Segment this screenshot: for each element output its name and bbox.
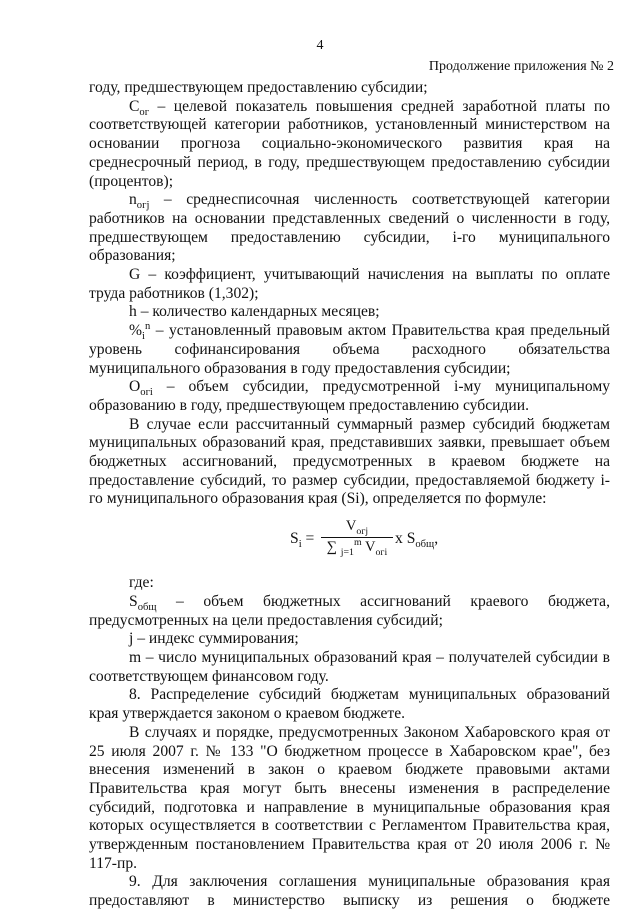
where-label: где:: [129, 574, 154, 592]
paragraph-n-ogj: $n_{огj}$ – среднесписочная численность соответствующей категории работников на основании представленных сведений о численности в году, предшествующем предоставлению субсидии, i-го муниципального образования;: [89, 191, 610, 265]
paragraph-m: m – число муниципальных образований края – получателей субсидии в соответствующем финансовом году.: [89, 648, 610, 685]
paragraph-8: 8. Распределение субсидий бюджетам муниципальных образований края утверждается законом о краевом бюджете.: [89, 686, 610, 723]
paragraph-o-ogi: $O_{огi}$ – объем субсидии, предусмотренной i-му муниципальному образованию в году, предшествующем предоставлению субсидии.: [89, 378, 610, 414]
continuation-note: Продолжение приложения № 2: [428, 59, 614, 74]
paragraph-calculation: В случае если рассчитанный суммарный размер субсидий бюджетам муниципальных образований края, представивших заявки, превышает объем бюджетных ассигнований, предусмотренных в краевом бюджете на предоставление субсидий, то размер субсидии, предоставляемой бюджету i-го муниципального образования края (Si), определяется по формуле:: [89, 415, 610, 508]
paragraph-s-obsh: $S_{общ}$ – объем бюджетных ассигнований краевого бюджета, предусмотренных на цели предоставления субсидий;: [89, 592, 610, 629]
formula-rhs: x $S_{общ}$,: [395, 530, 439, 551]
paragraph-9: 9. Для заключения соглашения муниципальные образования края предоставляют в министерство выписку из решения о бюджете: [89, 873, 610, 910]
paragraph-percent: $\%_i^n$ – установленный правовым актом Правительства края предельный уровень софинансирования объема расходного обязательства муниципального образования в году предоставления субсидии;: [89, 320, 610, 377]
formula-denominator: ∑ $_{j=1}^m$ $V_{огi}$: [326, 536, 388, 558]
document-body: [89, 79, 610, 911]
page-number: 4: [316, 38, 324, 53]
formula-lhs: $S_i$ =: [290, 530, 315, 551]
paragraph-g: G – коэффициент, учитывающий начисления на выплаты по оплате труда работников (1,302);: [89, 266, 610, 302]
formula-numerator: $V_{огj}$: [321, 518, 393, 537]
paragraph-1: году, предшествующем предоставлению субсидии;: [89, 79, 428, 96]
paragraph-c-og: $С_{ог}$ – целевой показатель повышения средней заработной платы по соответствующей категории работников, установленный министерством на основании прогноза социально-экономического развития края на среднесрочный период, в году, предшествующем предоставлению субсидии (процентов);: [89, 97, 610, 190]
paragraph-h: h – количество календарных месяцев;: [129, 303, 380, 321]
paragraph-j: j – индекс суммирования;: [129, 630, 299, 648]
paragraph-law: В случаях и порядке, предусмотренных Законом Хабаровского края от 25 июля 2007 г. № 133 "О бюджетном процессе в Хабаровском крае", без внесения изменений в закон о краевом бюджете правовыми актами Правительства края могут быть внесены изменения в распределение субсидий, подготовка и направление в муниципальные образования края которых осуществляется в соответствии с Регламентом Правительства края, утвержденным постановлением Правительства края от 20 июля 2006 г. № 117-пр.: [89, 723, 610, 872]
formula: [89, 516, 610, 568]
formula-fraction: [321, 518, 393, 556]
